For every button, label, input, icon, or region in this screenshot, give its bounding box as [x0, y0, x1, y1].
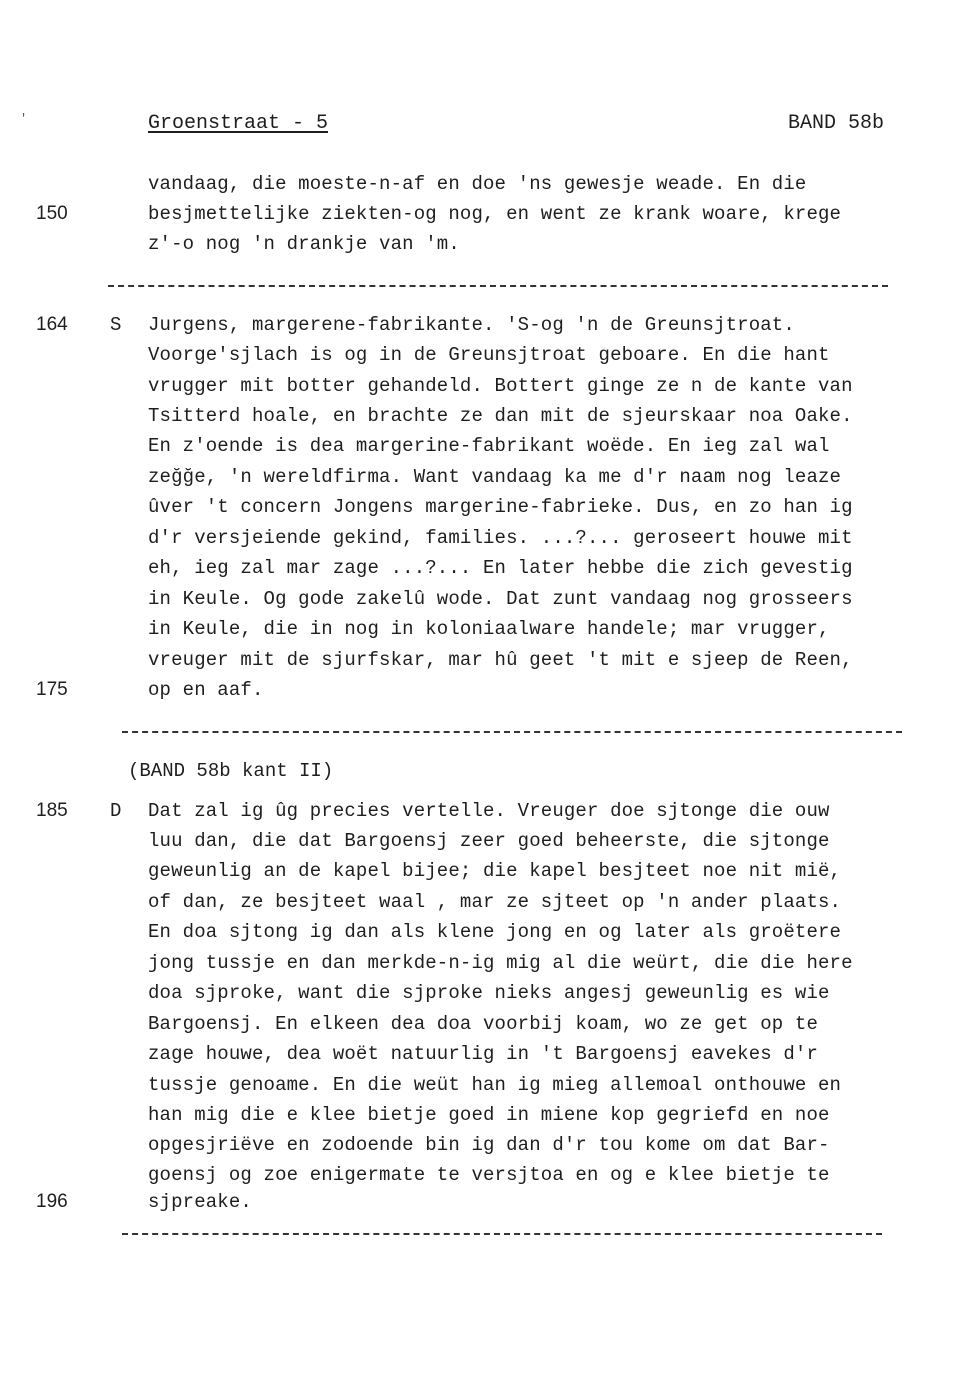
transcript-line: eh, ieg zal mar zage ...?... En later hebbe die zich gevestig: [148, 557, 853, 579]
transcript-line: jong tussje en dan merkde-n-ig mig al die weürt, die die here: [148, 952, 853, 974]
transcript-line: opgesjriëve en zodoende bin ig dan d'r tou kome om dat Bar-: [148, 1134, 830, 1156]
transcript-line: sjpreake.: [148, 1191, 252, 1213]
page-corner-mark: ': [20, 112, 28, 126]
transcript-line: vandaag, die moeste-n-af en doe 'ns gewesje weade. En die: [148, 173, 807, 195]
band-number: BAND 58b: [788, 112, 885, 135]
transcript-line: besjmettelijke ziekten-og nog, en went ze krank woare, krege: [148, 203, 842, 225]
line-number: 185: [36, 800, 68, 821]
transcript-line: zeğğe, 'n wereldfirma. Want vandaag ka me d'r naam nog leaze: [148, 466, 842, 488]
transcript-line: Bargoensj. En elkeen dea doa voorbij koam, wo ze get op te: [148, 1013, 819, 1035]
transcript-line: in Keule. Og gode zakelû wode. Dat zunt vandaag nog grosseers: [148, 588, 853, 610]
transcript-line: vreuger mit de sjurfskar, mar hû geet 't mit e sjeep de Reen,: [148, 649, 853, 671]
transcript-line: goensj og zoe enigermate te versjtoa en og e klee bietje te: [148, 1164, 830, 1186]
section-divider: [122, 731, 902, 733]
line-number: 175: [36, 679, 68, 700]
transcript-line: geweunlig an de kapel bijee; die kapel besjteet noe nit mië,: [148, 860, 842, 882]
section-divider: [108, 285, 888, 287]
speaker-label: D: [110, 800, 122, 822]
transcript-line: in Keule, die in nog in koloniaalware handele; mar vrugger,: [148, 618, 830, 640]
transcript-line: luu dan, die dat Bargoensj zeer goed beheerste, die sjtonge: [148, 830, 830, 852]
page-title: Groenstraat - 5: [148, 112, 329, 135]
transcript-line: op en aaf.: [148, 679, 264, 701]
transcript-line: Dat zal ig ûg precies vertelle. Vreuger doe sjtonge die ouw: [148, 800, 830, 822]
transcript-line: En doa sjtong ig dan als klene jong en og later als groëtere: [148, 921, 842, 943]
transcript-line: Jurgens, margerene-fabrikante. 'S-og 'n de Greunsjtroat.: [148, 314, 795, 336]
transcript-line: d'r versjeiende gekind, families. ...?... geroseert houwe mit: [148, 527, 853, 549]
transcript-line: tussje genoame. En die weüt han ig mieg allemoal onthouwe en: [148, 1074, 842, 1096]
line-number: 150: [36, 203, 68, 224]
speaker-label: S: [110, 314, 122, 336]
transcript-line: han mig die e klee bietje goed in miene kop gegriefd en noe: [148, 1104, 830, 1126]
transcript-line: Tsitterd hoale, en brachte ze dan mit de sjeurskaar noa Oake.: [148, 405, 853, 427]
transcript-line: z'-o nog 'n drankje van 'm.: [148, 233, 460, 255]
transcript-line: ûver 't concern Jongens margerine-fabrieke. Dus, en zo han ig: [148, 496, 853, 518]
transcript-line: En z'oende is dea margerine-fabrikant woëde. En ieg zal wal: [148, 435, 830, 457]
transcript-line: vrugger mit botter gehandeld. Bottert ginge ze n de kante van: [148, 375, 853, 397]
transcript-line: Voorge'sjlach is og in de Greunsjtroat geboare. En die hant: [148, 344, 830, 366]
line-number: 196: [36, 1191, 68, 1212]
transcript-line: of dan, ze besjteet waal , mar ze sjteet op 'n ander plaats.: [148, 891, 842, 913]
transcript-line: doa sjproke, want die sjproke nieks angesj geweunlig es wie: [148, 982, 830, 1004]
line-number: 164: [36, 314, 68, 335]
band-side-label: (BAND 58b kant II): [128, 760, 334, 782]
transcript-line: zage houwe, dea woët natuurlig in 't Bargoensj eavekes d'r: [148, 1043, 819, 1065]
section-divider: [122, 1233, 882, 1235]
